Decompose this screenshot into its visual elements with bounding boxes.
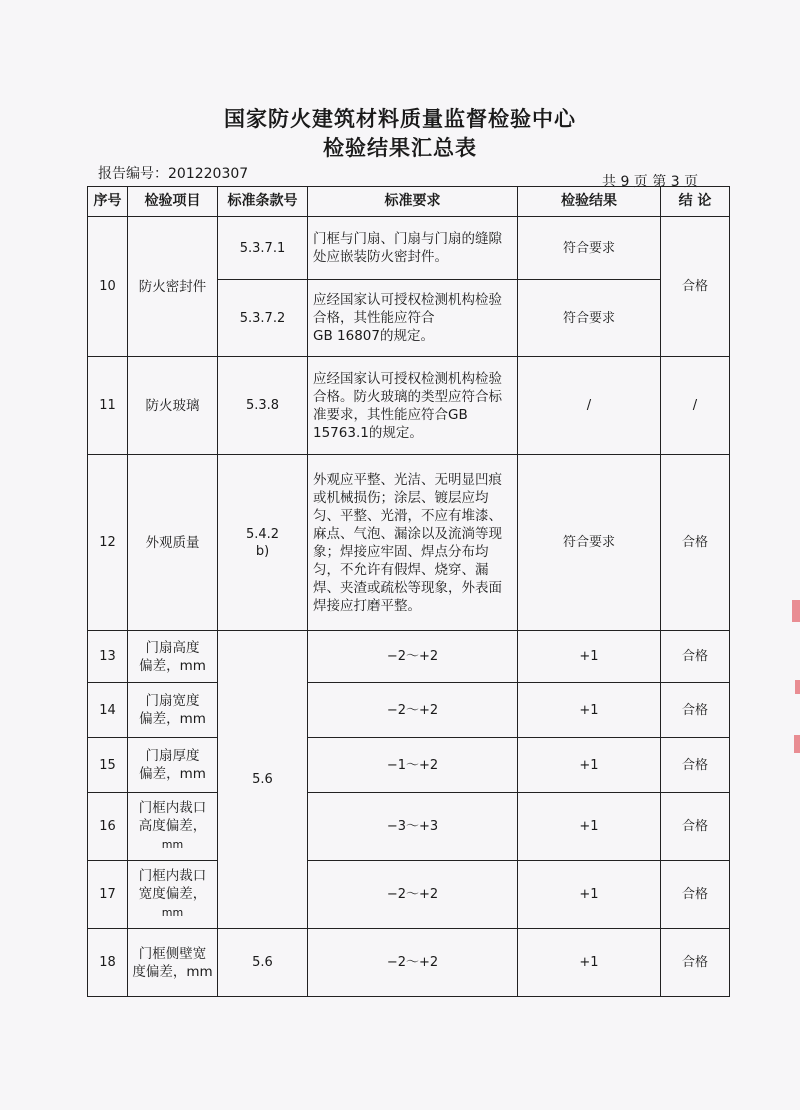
item-line: 门扇厚度 [145,748,200,764]
row-result: 符合要求 [518,455,661,631]
row-conclusion: 合格 [661,455,730,631]
row-clause: 5.6 [218,929,308,997]
item-line: 门扇宽度 [145,693,200,709]
requirement-line: 应经国家认可授权检测机构检验合格，其性能应符合 [313,292,502,326]
row-clause: 5.3.7.1 [218,217,308,280]
row-conclusion: 合格 [661,861,730,929]
title-line-2: 检验结果汇总表 [323,136,477,160]
row-result: +1 [518,631,661,683]
row-requirement: 应经国家认可授权检测机构检验合格。防火玻璃的类型应符合标准要求，其性能应符合GB 15763.1的规定。 [308,357,518,455]
seal-fragment [795,680,800,694]
item-line: 偏差，mm [139,766,206,782]
item-line: 门框侧壁宽 [138,945,207,962]
page-info: 共 9 页 第 3 页 [602,174,699,190]
item-line: 宽度偏差， [138,886,207,902]
clause-line: b) [255,543,270,559]
row-clause [218,455,308,631]
table-row [88,929,730,997]
clause-line: 5.4.2 [245,526,280,542]
table-row [88,357,730,455]
col-header-no: 序号 [88,187,128,217]
merged-clause: 5.6 [218,631,308,929]
row-item: 防火玻璃 [128,357,218,455]
table-row [88,217,730,280]
row-item [128,738,218,793]
table-row [88,455,730,631]
item-line: 度偏差，mm [132,963,213,980]
row-result: / [518,357,661,455]
row-no: 17 [88,861,128,929]
row-conclusion: 合格 [661,738,730,793]
row-conclusion: 合格 [661,217,730,357]
row-item [128,929,218,997]
row-conclusion: / [661,357,730,455]
row-requirement: −3～+3 [308,793,518,861]
item-line: mm [161,906,184,919]
row-item [128,631,218,683]
table-header-row [88,187,730,217]
table-row [88,631,730,683]
row-result: 符合要求 [518,280,661,357]
table-row [88,738,730,793]
item-line: 偏差，mm [139,711,206,727]
row-requirement: −2～+2 [308,631,518,683]
row-no: 15 [88,738,128,793]
row-no: 13 [88,631,128,683]
row-requirement: −2～+2 [308,683,518,738]
row-no: 16 [88,793,128,861]
row-result: +1 [518,929,661,997]
row-requirement [308,280,518,357]
report-number: 报告编号：201220307 [98,166,249,182]
row-no: 12 [88,455,128,631]
row-result: +1 [518,738,661,793]
table-row [88,683,730,738]
row-no: 18 [88,929,128,997]
row-result: 符合要求 [518,217,661,280]
item-line: 高度偏差， [138,818,207,834]
requirement-line: GB 16807的规定。 [313,328,434,344]
row-requirement: 门框与门扇、门扇与门扇的缝隙处应嵌装防火密封件。 [308,217,518,280]
item-line: mm [161,838,184,851]
row-conclusion: 合格 [661,793,730,861]
row-result: +1 [518,861,661,929]
row-item: 防火密封件 [128,217,218,357]
row-requirement: −2～+2 [308,861,518,929]
seal-fragment [794,735,800,753]
row-requirement: 外观应平整、光洁、无明显凹痕或机械损伤；涂层、镀层应均匀、平整、光滑，不应有堆漆、麻点、气泡、漏涂以及流淌等现象；焊接应牢固、焊点分布均匀，不允许有假焊、烧穿、漏焊、夹渣或疏松等现象，外表面焊接应打磨平整。 [308,455,518,631]
row-item: 外观质量 [128,455,218,631]
row-no: 14 [88,683,128,738]
row-conclusion: 合格 [661,683,730,738]
item-line: 偏差，mm [139,657,206,674]
seal-fragment [792,600,800,622]
title-line-1: 国家防火建筑材料质量监督检验中心 [224,107,576,131]
row-item [128,793,218,861]
row-item [128,861,218,929]
row-result: +1 [518,793,661,861]
row-conclusion: 合格 [661,929,730,997]
item-line: 门框内裁口 [138,868,207,884]
col-header-conclusion: 结 论 [661,187,730,217]
row-clause: 5.3.8 [218,357,308,455]
item-line: 门框内裁口 [138,800,207,816]
row-clause: 5.3.7.2 [218,280,308,357]
table-row [88,793,730,861]
item-line: 门扇高度 [145,639,200,656]
table-row [88,861,730,929]
col-header-item: 检验项目 [128,187,218,217]
row-item [128,683,218,738]
row-result: +1 [518,683,661,738]
col-header-result: 检验结果 [518,187,661,217]
row-requirement: −2～+2 [308,929,518,997]
col-header-clause: 标准条款号 [218,187,308,217]
row-no: 10 [88,217,128,357]
row-conclusion: 合格 [661,631,730,683]
results-table [87,186,730,997]
row-no: 11 [88,357,128,455]
col-header-requirement: 标准要求 [308,187,518,217]
row-requirement: −1～+2 [308,738,518,793]
